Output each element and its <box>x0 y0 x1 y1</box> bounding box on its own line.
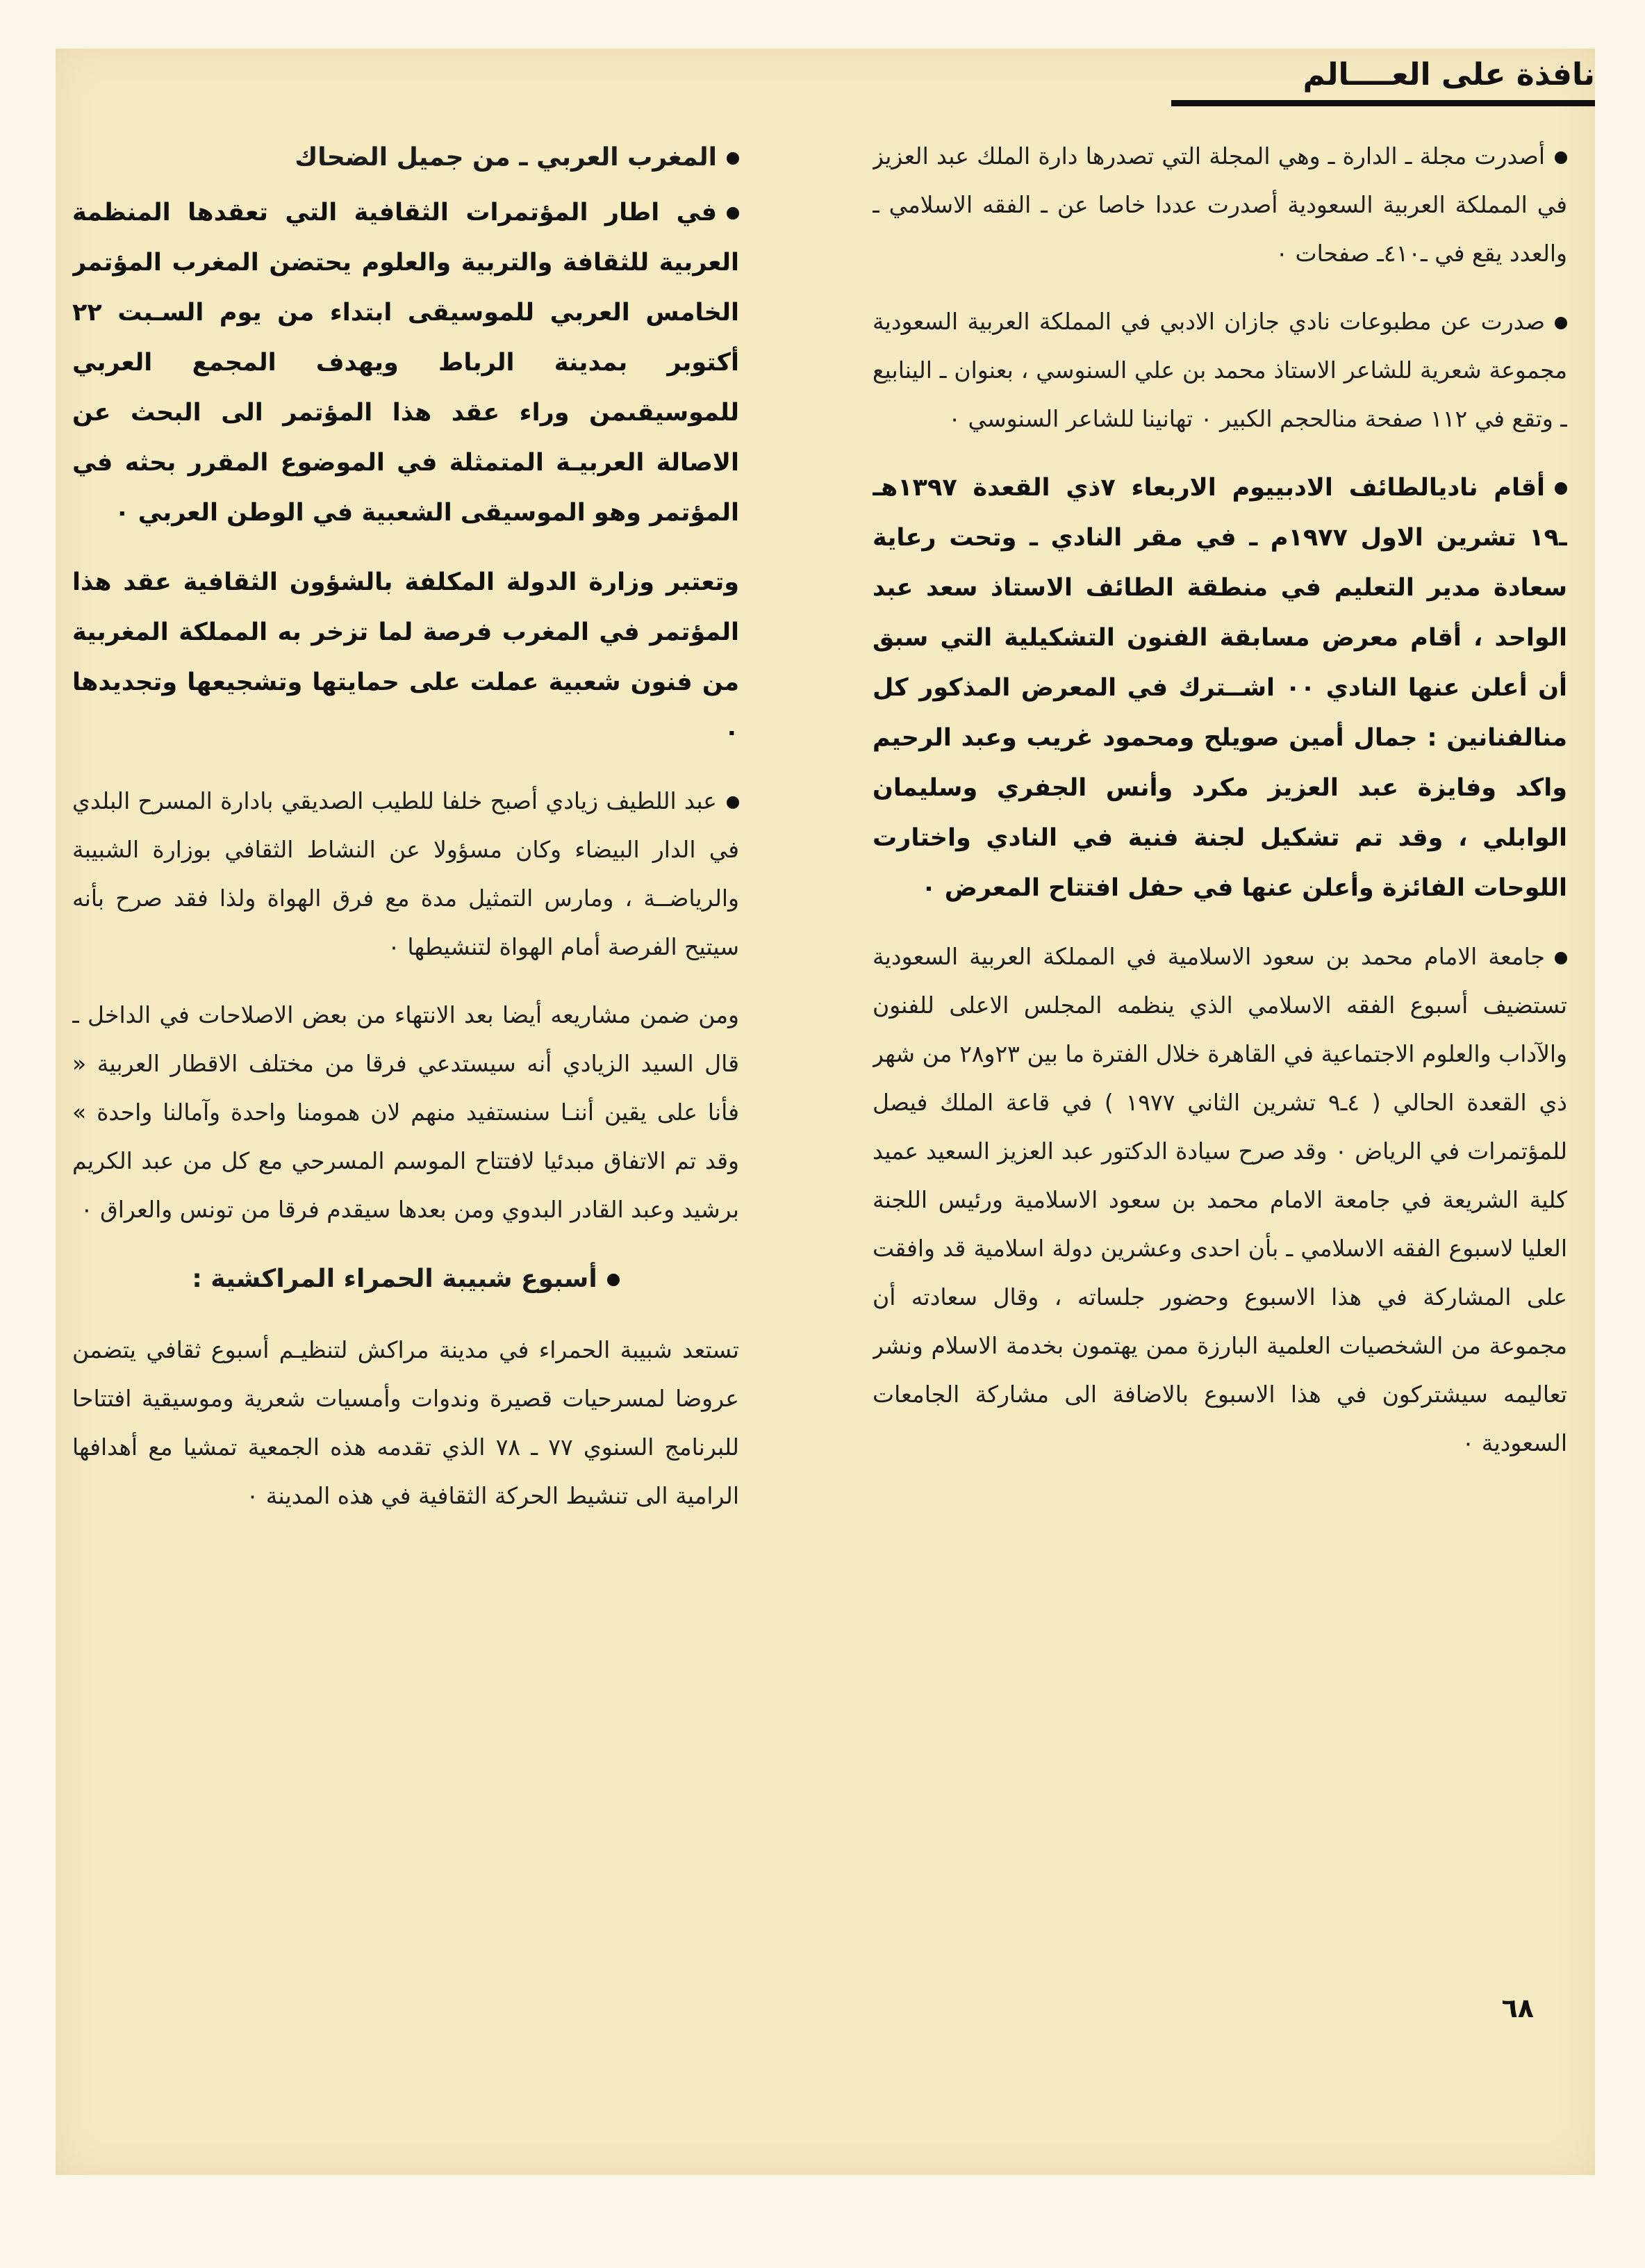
bullet-icon <box>1555 952 1567 964</box>
bullet-icon <box>1555 317 1567 329</box>
maghreb-heading <box>72 132 739 183</box>
section-header <box>1171 54 1595 106</box>
bullet-icon <box>727 152 739 165</box>
bullet-icon <box>1555 151 1567 164</box>
hamra-week-paragraph: تستعد شبيبة الحمراء في مدينة مراكش لتنظيـم أسبوع ثقافي يتضمن عروضا لمسرحيات قصيرة وندوات وأمسيات شعرية وموسيقية افتتاحا للبرنامج السنوي ٧٧ ـ ٧٨ الذي تقدمه هذه الجمعية تمشيا مع أهدافها الرامية الى تنشيط الحركة الثقافية في هذه المدينة ٠ <box>72 1336 739 1509</box>
header-rule <box>1171 100 1595 106</box>
news-item-text: أصدرت مجلة ـ الدارة ـ وهي المجلة التي تصدرها دارة الملك عبد العزيز في المملكة العربية السعودية أصدرت عددا خاصا عن ـ الفقه الاسلامي ـ والعدد يقع في ـ٤١٠ـ صفحات ٠ <box>873 142 1567 267</box>
news-item-jazan-club <box>873 297 1567 443</box>
page-number: ٦٨ <box>1501 1993 1534 2023</box>
news-item-text: صدرت عن مطبوعات نادي جازان الادبي في المملكة العربية السعودية مجموعة شعرية للشاعر الاستاذ محمد بن علي السنوسي ، بعنوان ـ الينابيع ـ وتقع في ١١٢ صفحة منالحجم الكبير ٠ تهانينا للشاعر السنوسي ٠ <box>873 308 1567 432</box>
news-item-text: أقام ناديالطائف الادبييوم الاربعاء ٧ذي القعدة ١٣٩٧هـ ـ١٩ تشرين الاول ١٩٧٧م ـ في مقر النادي ـ وتحت رعاية سعادة مدير التعليم في منطقة الطائف الاستاذ سعد عبد الواحد ، أقام معرض مسابقة الفنون التشكيلية التي سبق أن أعلن عنها النادي ٠٠ اشــترك في المعرض المذكور كل منالفنانين : جمال أمين صويلح ومحمود غريب وعبد الرحيم واكد وفايزة عبد العزيز مكرد وأنس الجفري وسليمان الوابلي ، وقد تم تشكيل لجنة فنية في النادي واختارت اللوحات الفائزة وأعلن عنها في حفل افتتاح المعرض ٠ <box>873 474 1567 902</box>
news-item-imam-university <box>873 932 1567 1468</box>
bullet-icon <box>727 207 739 220</box>
zayadi-projects-paragraph: ومن ضمن مشاريعه أيضا بعد الانتهاء من بعض الاصلاحات في الداخل ـ قال السيد الزيادي أنه سيستدعي فرقا من مختلف الاقطار العربية « فأنا على يقين أننـا سنستفيد منهم لان همومنا واحدة وآمالنا واحدة » وقد تم الاتفاق مبدئيا لافتتاح الموسم المسرحي مع كل من عبد الكريم برشيد وعبد القادر البدوي ومن بعدها سيقدم فرقا من تونس والعراق ٠ <box>72 1001 739 1223</box>
news-item-dara-magazine <box>873 132 1567 278</box>
hamra-heading-text: أسبوع شبيبة الحمراء المراكشية : <box>192 1265 597 1293</box>
zayadi-paragraph <box>72 777 739 971</box>
right-column <box>873 132 1567 1966</box>
hamra-week-heading <box>72 1254 739 1305</box>
left-column <box>72 132 739 1966</box>
bullet-icon <box>607 1274 620 1286</box>
ministry-paragraph: وتعتبر وزارة الدولة المكلفة بالشؤون الثقافية عقد هذا المؤتمر في المغرب فرصة لما تزخر به المملكة المغربية من فنون شعبية عملت على حمايتها وتشجيعها وتجديدها ٠ <box>72 568 739 746</box>
news-item-text: جامعة الامام محمد بن سعود الاسلامية في المملكة العربية السعودية تستضيف أسبوع الفقه الاسلامي الذي ينظمه المجلس الاعلى للفنون والآداب والعلوم الاجتماعية في القاهرة خلال الفترة ما بين ٢٣و٢٨ من شهر ذي القعدة الحالي ( ٤ـ٩ تشرين الثاني ١٩٧٧ ) في قاعة الملك فيصل للمؤتمرات في الرياض ٠ وقد صرح سيادة الدكتور عبد العزيز السعيد عميد كلية الشريعة في جامعة الامام محمد بن سعود الاسلامية ورئيس اللجنة العليا لاسبوع الفقه الاسلامي ـ بأن احدى وعشرين دولة اسلامية قد وافقت على المشاركة في هذا الاسبوع وحضور جلساته ، وقال سعادته أن مجموعة من الشخصيات العلمية البارزة ممن يهتمون بخدمة الاسلام ونشر تعاليمه سيشتركون في هذا الاسبوع بالاضافة الى مشاركة الجامعات السعودية ٠ <box>873 943 1567 1456</box>
maghreb-heading-text: المغرب العربي ـ من جميل الضحاك <box>295 143 717 172</box>
paragraph-text: في اطار المؤتمرات الثقافية التي تعقدها المنظمة العربية للثقافة والتربية والعلوم يحتضن المغرب المؤتمر الخامس العربي للموسيقى ابتداء من يوم السـبت ٢٢ أكتوبر بمدينة الرباط ويهدف المجمع العربي للموسيقىمن وراء عقد هذا المؤتمر الى البحث عن الاصالة العربيـة المتمثلة في الموضوع المقرر بحثه في المؤتمر وهو الموسيقى الشعبية في الوطن العربي ٠ <box>72 199 739 527</box>
section-title: نافذة على العــــالم <box>1303 57 1595 92</box>
paragraph-text: عبد اللطيف زيادي أصبح خلفا للطيب الصديقي بادارة المسرح البلدي في الدار البيضاء وكان مسؤولا عن النشاط الثقافي بوزارة الشبيبة والرياضــة ، ومارس التمثيل مدة مع فرق الهواة ولذا فقد صرح بأنه سيتيح الفرصة أمام الهواة لتنشيطها ٠ <box>72 787 739 960</box>
news-item-taif-club <box>873 463 1567 913</box>
bullet-icon <box>1555 482 1567 495</box>
music-conference-paragraph <box>72 188 739 538</box>
bullet-icon <box>727 796 739 809</box>
